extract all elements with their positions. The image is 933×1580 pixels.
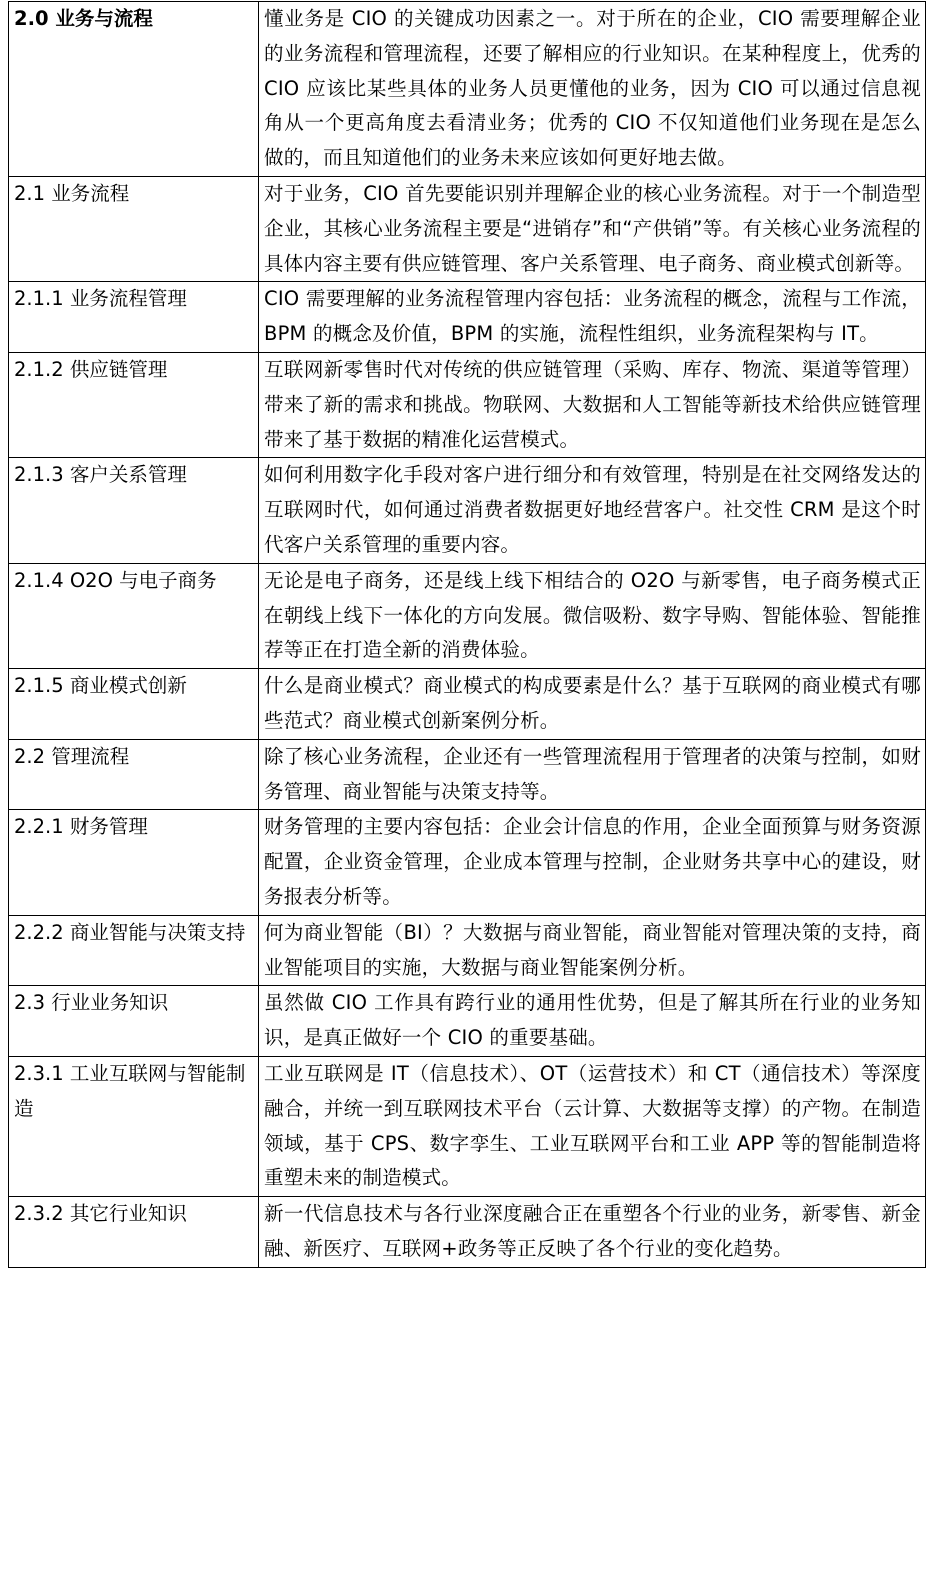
table-row: [9, 669, 926, 740]
table-row: [9, 810, 926, 915]
table-row: [9, 739, 926, 810]
topic-title: 2.3 行业业务知识: [9, 986, 259, 1057]
topic-description: 新一代信息技术与各行业深度融合正在重塑各个行业的业务，新零售、新金融、新医疗、互联网+政务等正反映了各个行业的变化趋势。: [259, 1197, 926, 1268]
topic-title: 2.1.2 供应链管理: [9, 352, 259, 457]
topic-title: 2.3.1 工业互联网与智能制造: [9, 1056, 259, 1196]
topic-title: 2.2.2 商业智能与决策支持: [9, 915, 259, 986]
table-row: [9, 1197, 926, 1268]
topic-description: CIO 需要理解的业务流程管理内容包括：业务流程的概念，流程与工作流，BPM 的概念及价值，BPM 的实施，流程性组织，业务流程架构与 IT。: [259, 282, 926, 353]
topic-title: 2.2 管理流程: [9, 739, 259, 810]
table-row: [9, 986, 926, 1057]
table-row: [9, 563, 926, 668]
topic-description: 对于业务，CIO 首先要能识别并理解企业的核心业务流程。对于一个制造型企业，其核心业务流程主要是“进销存”和“产供销”等。有关核心业务流程的具体内容主要有供应链管理、客户关系管理、电子商务、商业模式创新等。: [259, 176, 926, 281]
topic-description: 互联网新零售时代对传统的供应链管理（采购、库存、物流、渠道等管理）带来了新的需求和挑战。物联网、大数据和人工智能等新技术给供应链管理带来了基于数据的精准化运营模式。: [259, 352, 926, 457]
section-description: 懂业务是 CIO 的关键成功因素之一。对于所在的企业，CIO 需要理解企业的业务流程和管理流程，还要了解相应的行业知识。在某种程度上，优秀的 CIO 应该比某些具体的业务人员更懂他的业务，因为 CIO 可以通过信息视角从一个更高角度去看清业务；优秀的 CIO 不仅知道他们业务现在是怎么做的，而且知道他们的业务未来应该如何更好地去做。: [259, 2, 926, 177]
topic-description: 财务管理的主要内容包括：企业会计信息的作用，企业全面预算与财务资源配置，企业资金管理，企业成本管理与控制，企业财务共享中心的建设，财务报表分析等。: [259, 810, 926, 915]
topic-description: 无论是电子商务，还是线上线下相结合的 O2O 与新零售，电子商务模式正在朝线上线下一体化的方向发展。微信吸粉、数字导购、智能体验、智能推荐等正在打造全新的消费体验。: [259, 563, 926, 668]
topic-title: 2.1 业务流程: [9, 176, 259, 281]
table-row: [9, 915, 926, 986]
table-row: [9, 282, 926, 353]
topic-description: 工业互联网是 IT（信息技术）、OT（运营技术）和 CT（通信技术）等深度融合，并统一到互联网技术平台（云计算、大数据等支撑）的产物。在制造领域，基于 CPS、数字孪生、工业互联网平台和工业 APP 等的智能制造将重塑未来的制造模式。: [259, 1056, 926, 1196]
topic-title: 2.3.2 其它行业知识: [9, 1197, 259, 1268]
topic-description: 什么是商业模式？商业模式的构成要素是什么？基于互联网的商业模式有哪些范式？商业模式创新案例分析。: [259, 669, 926, 740]
section-title: 2.0 业务与流程: [9, 2, 259, 177]
topic-title: 2.1.1 业务流程管理: [9, 282, 259, 353]
topic-description: 虽然做 CIO 工作具有跨行业的通用性优势，但是了解其所在行业的业务知识，是真正做好一个 CIO 的重要基础。: [259, 986, 926, 1057]
table-row: [9, 352, 926, 457]
curriculum-table: [8, 1, 926, 1268]
table-row-section-header: [9, 2, 926, 177]
topic-description: 如何利用数字化手段对客户进行细分和有效管理，特别是在社交网络发达的互联网时代，如何通过消费者数据更好地经营客户。社交性 CRM 是这个时代客户关系管理的重要内容。: [259, 458, 926, 563]
table-row: [9, 458, 926, 563]
topic-title: 2.2.1 财务管理: [9, 810, 259, 915]
table-row: [9, 176, 926, 281]
topic-title: 2.1.5 商业模式创新: [9, 669, 259, 740]
topic-description: 除了核心业务流程，企业还有一些管理流程用于管理者的决策与控制，如财务管理、商业智能与决策支持等。: [259, 739, 926, 810]
topic-title: 2.1.3 客户关系管理: [9, 458, 259, 563]
topic-description: 何为商业智能（BI）？大数据与商业智能，商业智能对管理决策的支持，商业智能项目的实施，大数据与商业智能案例分析。: [259, 915, 926, 986]
table-row: [9, 1056, 926, 1196]
topic-title: 2.1.4 O2O 与电子商务: [9, 563, 259, 668]
